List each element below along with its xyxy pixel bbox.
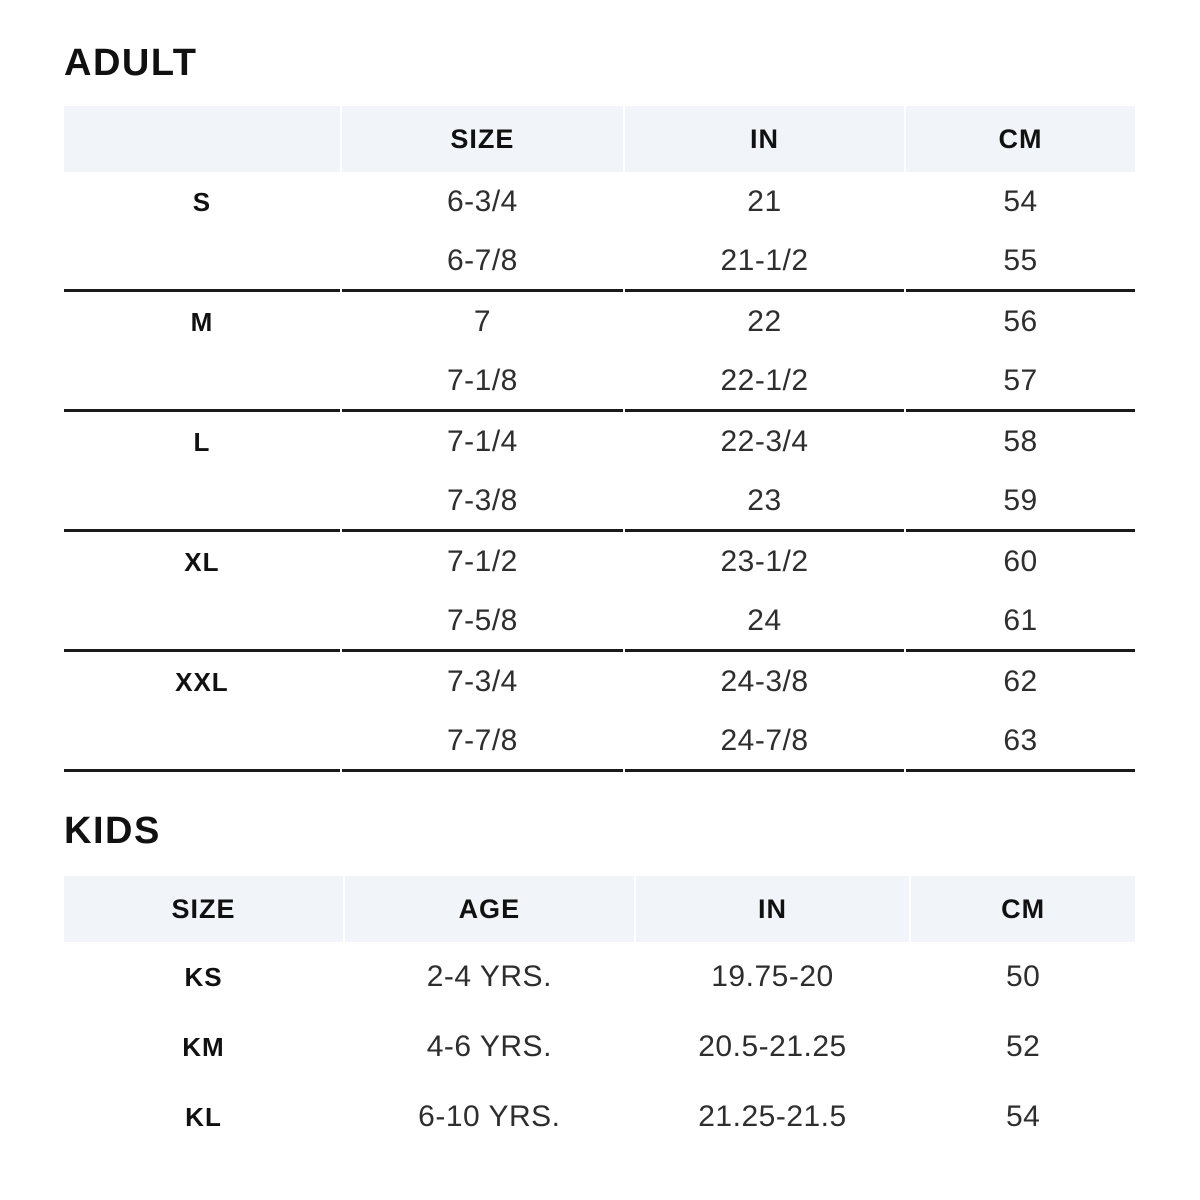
adult-header-in: IN (625, 106, 904, 172)
cm-cell: 50 (1005, 960, 1041, 993)
hat-size-cell: 7-3/4 (446, 665, 518, 698)
size-label-cell: KM (182, 1031, 225, 1062)
size-label-cell: S (192, 186, 212, 217)
size-label-cell (64, 472, 340, 532)
inches-cell: 24-3/8 (720, 665, 809, 698)
inches-cell: 21 (747, 185, 782, 218)
hat-size-cell: 7-1/8 (342, 352, 623, 412)
table-row (64, 1082, 1135, 1152)
cm-cell: 57 (906, 352, 1135, 412)
hat-size-cell: 7 (473, 305, 491, 338)
kids-header-age: AGE (345, 876, 634, 942)
table-row (64, 412, 1135, 472)
adult-size-table (62, 106, 1137, 772)
table-row (64, 532, 1135, 592)
inches-cell: 21.25-21.5 (698, 1100, 847, 1133)
table-row (64, 652, 1135, 712)
kids-size-table (62, 876, 1137, 1152)
size-label-cell: XL (184, 546, 220, 577)
kids-table-header (64, 876, 1135, 942)
cm-cell: 54 (1003, 185, 1038, 218)
hat-size-cell: 6-3/4 (446, 185, 518, 218)
kids-header-in: IN (636, 876, 910, 942)
adult-header-size: SIZE (342, 106, 623, 172)
cm-cell: 62 (1003, 665, 1038, 698)
inches-cell: 23-1/2 (720, 545, 809, 578)
inches-cell: 22-3/4 (720, 425, 809, 458)
table-header-row (64, 876, 1135, 942)
cm-cell: 58 (1003, 425, 1038, 458)
age-cell: 4-6 YRS. (426, 1030, 552, 1063)
age-cell: 6-10 YRS. (418, 1100, 561, 1133)
inches-cell: 22 (747, 305, 782, 338)
cm-cell: 63 (906, 712, 1135, 772)
size-label-cell (64, 232, 340, 292)
table-row (64, 592, 1135, 652)
table-row (64, 292, 1135, 352)
inches-cell: 22-1/2 (625, 352, 904, 412)
hat-size-cell: 7-5/8 (342, 592, 623, 652)
age-cell: 2-4 YRS. (426, 960, 552, 993)
inches-cell: 24-7/8 (625, 712, 904, 772)
adult-table-header (64, 106, 1135, 172)
size-label-cell: L (193, 426, 211, 457)
table-row (64, 172, 1135, 232)
kids-header-size: SIZE (64, 876, 343, 942)
cm-cell: 54 (1005, 1100, 1041, 1133)
table-row (64, 352, 1135, 412)
size-label-cell: M (190, 306, 214, 337)
cm-cell: 52 (1005, 1030, 1041, 1063)
adult-section-title: ADULT (64, 42, 198, 84)
size-label-cell: KS (184, 961, 223, 992)
hat-size-cell: 7-1/2 (446, 545, 518, 578)
size-label-cell: KL (185, 1101, 222, 1132)
cm-cell: 61 (906, 592, 1135, 652)
size-label-cell (64, 712, 340, 772)
size-label-cell (64, 592, 340, 652)
hat-size-cell: 6-7/8 (342, 232, 623, 292)
cm-cell: 60 (1003, 545, 1038, 578)
table-row (64, 472, 1135, 532)
kids-header-cm: CM (911, 876, 1135, 942)
table-row (64, 232, 1135, 292)
table-row (64, 712, 1135, 772)
inches-cell: 19.75-20 (711, 960, 834, 993)
inches-cell: 23 (625, 472, 904, 532)
hat-size-cell: 7-1/4 (446, 425, 518, 458)
hat-size-cell: 7-3/8 (342, 472, 623, 532)
inches-cell: 24 (625, 592, 904, 652)
cm-cell: 59 (906, 472, 1135, 532)
hat-size-cell: 7-7/8 (342, 712, 623, 772)
size-label-cell: XXL (175, 666, 229, 697)
table-row (64, 1012, 1135, 1082)
cm-cell: 56 (1003, 305, 1038, 338)
kids-section-title: KIDS (64, 810, 161, 852)
adult-header-cm: CM (906, 106, 1135, 172)
cm-cell: 55 (906, 232, 1135, 292)
table-header-row (64, 106, 1135, 172)
size-label-cell (64, 352, 340, 412)
table-row (64, 942, 1135, 1012)
adult-header-empty (64, 106, 340, 172)
inches-cell: 20.5-21.25 (698, 1030, 847, 1063)
inches-cell: 21-1/2 (625, 232, 904, 292)
